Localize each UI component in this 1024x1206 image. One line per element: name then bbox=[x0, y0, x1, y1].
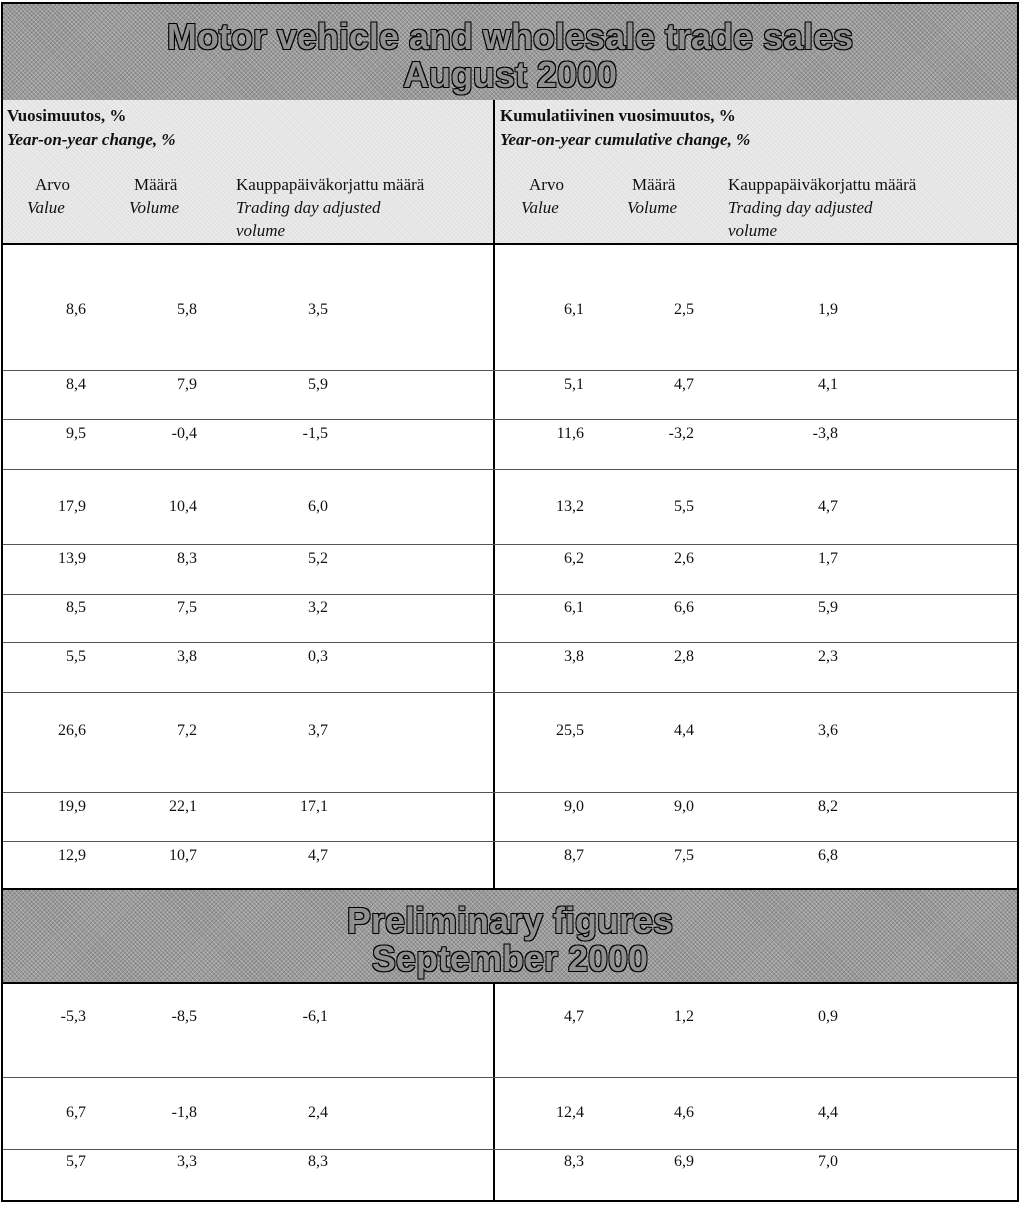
left-col-adjusted-en: Trading day adjusted bbox=[236, 198, 381, 217]
august-cell: 6,1 bbox=[564, 301, 584, 318]
left-group-title-fi: Vuosimuutos, % bbox=[7, 106, 127, 125]
august-cell: 8,4 bbox=[66, 376, 86, 393]
september-cell: 7,0 bbox=[818, 1153, 838, 1170]
august-row-separator bbox=[3, 841, 1017, 842]
september-cell: 12,4 bbox=[556, 1104, 584, 1121]
left-col-volume-header bbox=[129, 173, 179, 219]
right-group-title-fi: Kumulatiivinen vuosimuutos, % bbox=[500, 106, 736, 125]
august-cell: 4,7 bbox=[818, 498, 838, 515]
august-cell: 13,9 bbox=[58, 550, 86, 567]
right-col-adjusted-en2: volume bbox=[728, 221, 778, 240]
august-cell: 7,5 bbox=[674, 847, 694, 864]
august-cell: 4,7 bbox=[674, 376, 694, 393]
august-cell: 5,5 bbox=[674, 498, 694, 515]
august-row-separator bbox=[3, 370, 1017, 371]
september-cell: 5,7 bbox=[66, 1153, 86, 1170]
august-cell: 9,0 bbox=[564, 798, 584, 815]
left-col-adjusted-fi: Kauppapäiväkorjattu määrä bbox=[236, 175, 425, 194]
september-cell: 8,3 bbox=[308, 1153, 328, 1170]
august-cell: 7,5 bbox=[177, 599, 197, 616]
right-col-adjusted-en: Trading day adjusted bbox=[728, 198, 873, 217]
september-row-separator bbox=[3, 1077, 1017, 1078]
august-cell: 26,6 bbox=[58, 722, 86, 739]
title-line-2: August 2000 bbox=[402, 54, 618, 95]
august-cell: -0,4 bbox=[171, 425, 197, 442]
september-cell: -1,8 bbox=[171, 1104, 197, 1121]
august-cell: 1,9 bbox=[818, 301, 838, 318]
september-cell: 8,3 bbox=[564, 1153, 584, 1170]
august-cell: 4,4 bbox=[674, 722, 694, 739]
left-col-volume-en: Volume bbox=[129, 198, 180, 217]
august-cell: 5,2 bbox=[308, 550, 328, 567]
right-col-adjusted-fi: Kauppapäiväkorjattu määrä bbox=[728, 175, 917, 194]
august-cell: 5,8 bbox=[177, 301, 197, 318]
august-cell: 3,2 bbox=[308, 599, 328, 616]
august-cell: 2,3 bbox=[818, 648, 838, 665]
august-cell: 17,9 bbox=[58, 498, 86, 515]
september-cell: 6,9 bbox=[674, 1153, 694, 1170]
september-cell: -8,5 bbox=[171, 1008, 197, 1025]
august-cell: 0,3 bbox=[308, 648, 328, 665]
august-cell: -3,2 bbox=[668, 425, 694, 442]
august-cell: 1,7 bbox=[818, 550, 838, 567]
left-col-volume-fi: Määrä bbox=[134, 175, 178, 194]
august-cell: 8,3 bbox=[177, 550, 197, 567]
august-cell: 13,2 bbox=[556, 498, 584, 515]
september-cell: 4,7 bbox=[564, 1008, 584, 1025]
column-header-block bbox=[3, 100, 1017, 245]
august-cell: 9,5 bbox=[66, 425, 86, 442]
august-cell: 12,9 bbox=[58, 847, 86, 864]
august-cell: -3,8 bbox=[812, 425, 838, 442]
august-cell: 8,2 bbox=[818, 798, 838, 815]
august-cell: 5,5 bbox=[66, 648, 86, 665]
right-group-title bbox=[500, 104, 750, 152]
right-col-value-header bbox=[521, 173, 564, 219]
september-cell: 4,6 bbox=[674, 1104, 694, 1121]
september-cell: 4,4 bbox=[818, 1104, 838, 1121]
right-col-volume-fi: Määrä bbox=[632, 175, 676, 194]
september-row-separator bbox=[3, 1149, 1017, 1150]
august-row-separator bbox=[3, 544, 1017, 545]
right-col-value-en: Value bbox=[521, 198, 559, 217]
august-cell: 3,5 bbox=[308, 301, 328, 318]
august-cell: 6,1 bbox=[564, 599, 584, 616]
left-col-value-header bbox=[27, 173, 70, 219]
august-cell: 5,9 bbox=[818, 599, 838, 616]
september-cell: 6,7 bbox=[66, 1104, 86, 1121]
august-cell: 2,8 bbox=[674, 648, 694, 665]
right-col-volume-en: Volume bbox=[627, 198, 678, 217]
august-cell: 9,0 bbox=[674, 798, 694, 815]
august-cell: 7,9 bbox=[177, 376, 197, 393]
august-cell: 17,1 bbox=[300, 798, 328, 815]
september-cell: 2,4 bbox=[308, 1104, 328, 1121]
august-row-separator bbox=[3, 419, 1017, 420]
august-cell: 3,6 bbox=[818, 722, 838, 739]
september-cell: 0,9 bbox=[818, 1008, 838, 1025]
august-cell: 3,8 bbox=[564, 648, 584, 665]
left-col-value-fi: Arvo bbox=[35, 175, 70, 194]
august-row-separator bbox=[3, 594, 1017, 595]
august-cell: 2,5 bbox=[674, 301, 694, 318]
right-group-title-en: Year-on-year cumulative change, % bbox=[500, 130, 751, 149]
august-cell: 2,6 bbox=[674, 550, 694, 567]
august-row-separator bbox=[3, 792, 1017, 793]
august-cell: 11,6 bbox=[556, 425, 584, 442]
august-cell: 5,9 bbox=[308, 376, 328, 393]
august-cell: 8,6 bbox=[66, 301, 86, 318]
august-cell: 6,2 bbox=[564, 550, 584, 567]
september-cell: -6,1 bbox=[302, 1008, 328, 1025]
august-cell: -1,5 bbox=[302, 425, 328, 442]
august-cell: 6,0 bbox=[308, 498, 328, 515]
august-row-separator bbox=[3, 469, 1017, 470]
left-col-adjusted-header bbox=[236, 173, 424, 242]
title-line-1: Motor vehicle and wholesale trade sales bbox=[166, 16, 854, 57]
august-cell: 8,7 bbox=[564, 847, 584, 864]
august-cell: 25,5 bbox=[556, 722, 584, 739]
august-cell: 4,1 bbox=[818, 376, 838, 393]
right-col-volume-header bbox=[627, 173, 677, 219]
september-cell: -5,3 bbox=[60, 1008, 86, 1025]
august-cell: 8,5 bbox=[66, 599, 86, 616]
august-cell: 22,1 bbox=[169, 798, 197, 815]
center-divider-bottom bbox=[493, 984, 495, 1202]
august-cell: 19,9 bbox=[58, 798, 86, 815]
august-cell: 6,6 bbox=[674, 599, 694, 616]
august-cell: 3,7 bbox=[308, 722, 328, 739]
right-col-adjusted-header bbox=[728, 173, 916, 242]
preliminary-line-2: September 2000 bbox=[371, 938, 649, 979]
august-cell: 7,2 bbox=[177, 722, 197, 739]
august-row-separator bbox=[3, 692, 1017, 693]
august-cell: 3,8 bbox=[177, 648, 197, 665]
center-divider-top bbox=[493, 100, 495, 888]
september-cell: 1,2 bbox=[674, 1008, 694, 1025]
august-cell: 6,8 bbox=[818, 847, 838, 864]
left-col-adjusted-en2: volume bbox=[236, 221, 286, 240]
title-banner bbox=[3, 4, 1017, 100]
left-group-title-en: Year-on-year change, % bbox=[7, 130, 176, 149]
preliminary-line-1: Preliminary figures bbox=[346, 900, 674, 941]
september-cell: 3,3 bbox=[177, 1153, 197, 1170]
left-col-value-en: Value bbox=[27, 198, 65, 217]
right-col-value-fi: Arvo bbox=[529, 175, 564, 194]
august-cell: 10,7 bbox=[169, 847, 197, 864]
august-row-separator bbox=[3, 642, 1017, 643]
preliminary-banner bbox=[3, 888, 1017, 984]
august-cell: 4,7 bbox=[308, 847, 328, 864]
left-group-title bbox=[7, 104, 176, 152]
august-cell: 10,4 bbox=[169, 498, 197, 515]
august-cell: 5,1 bbox=[564, 376, 584, 393]
